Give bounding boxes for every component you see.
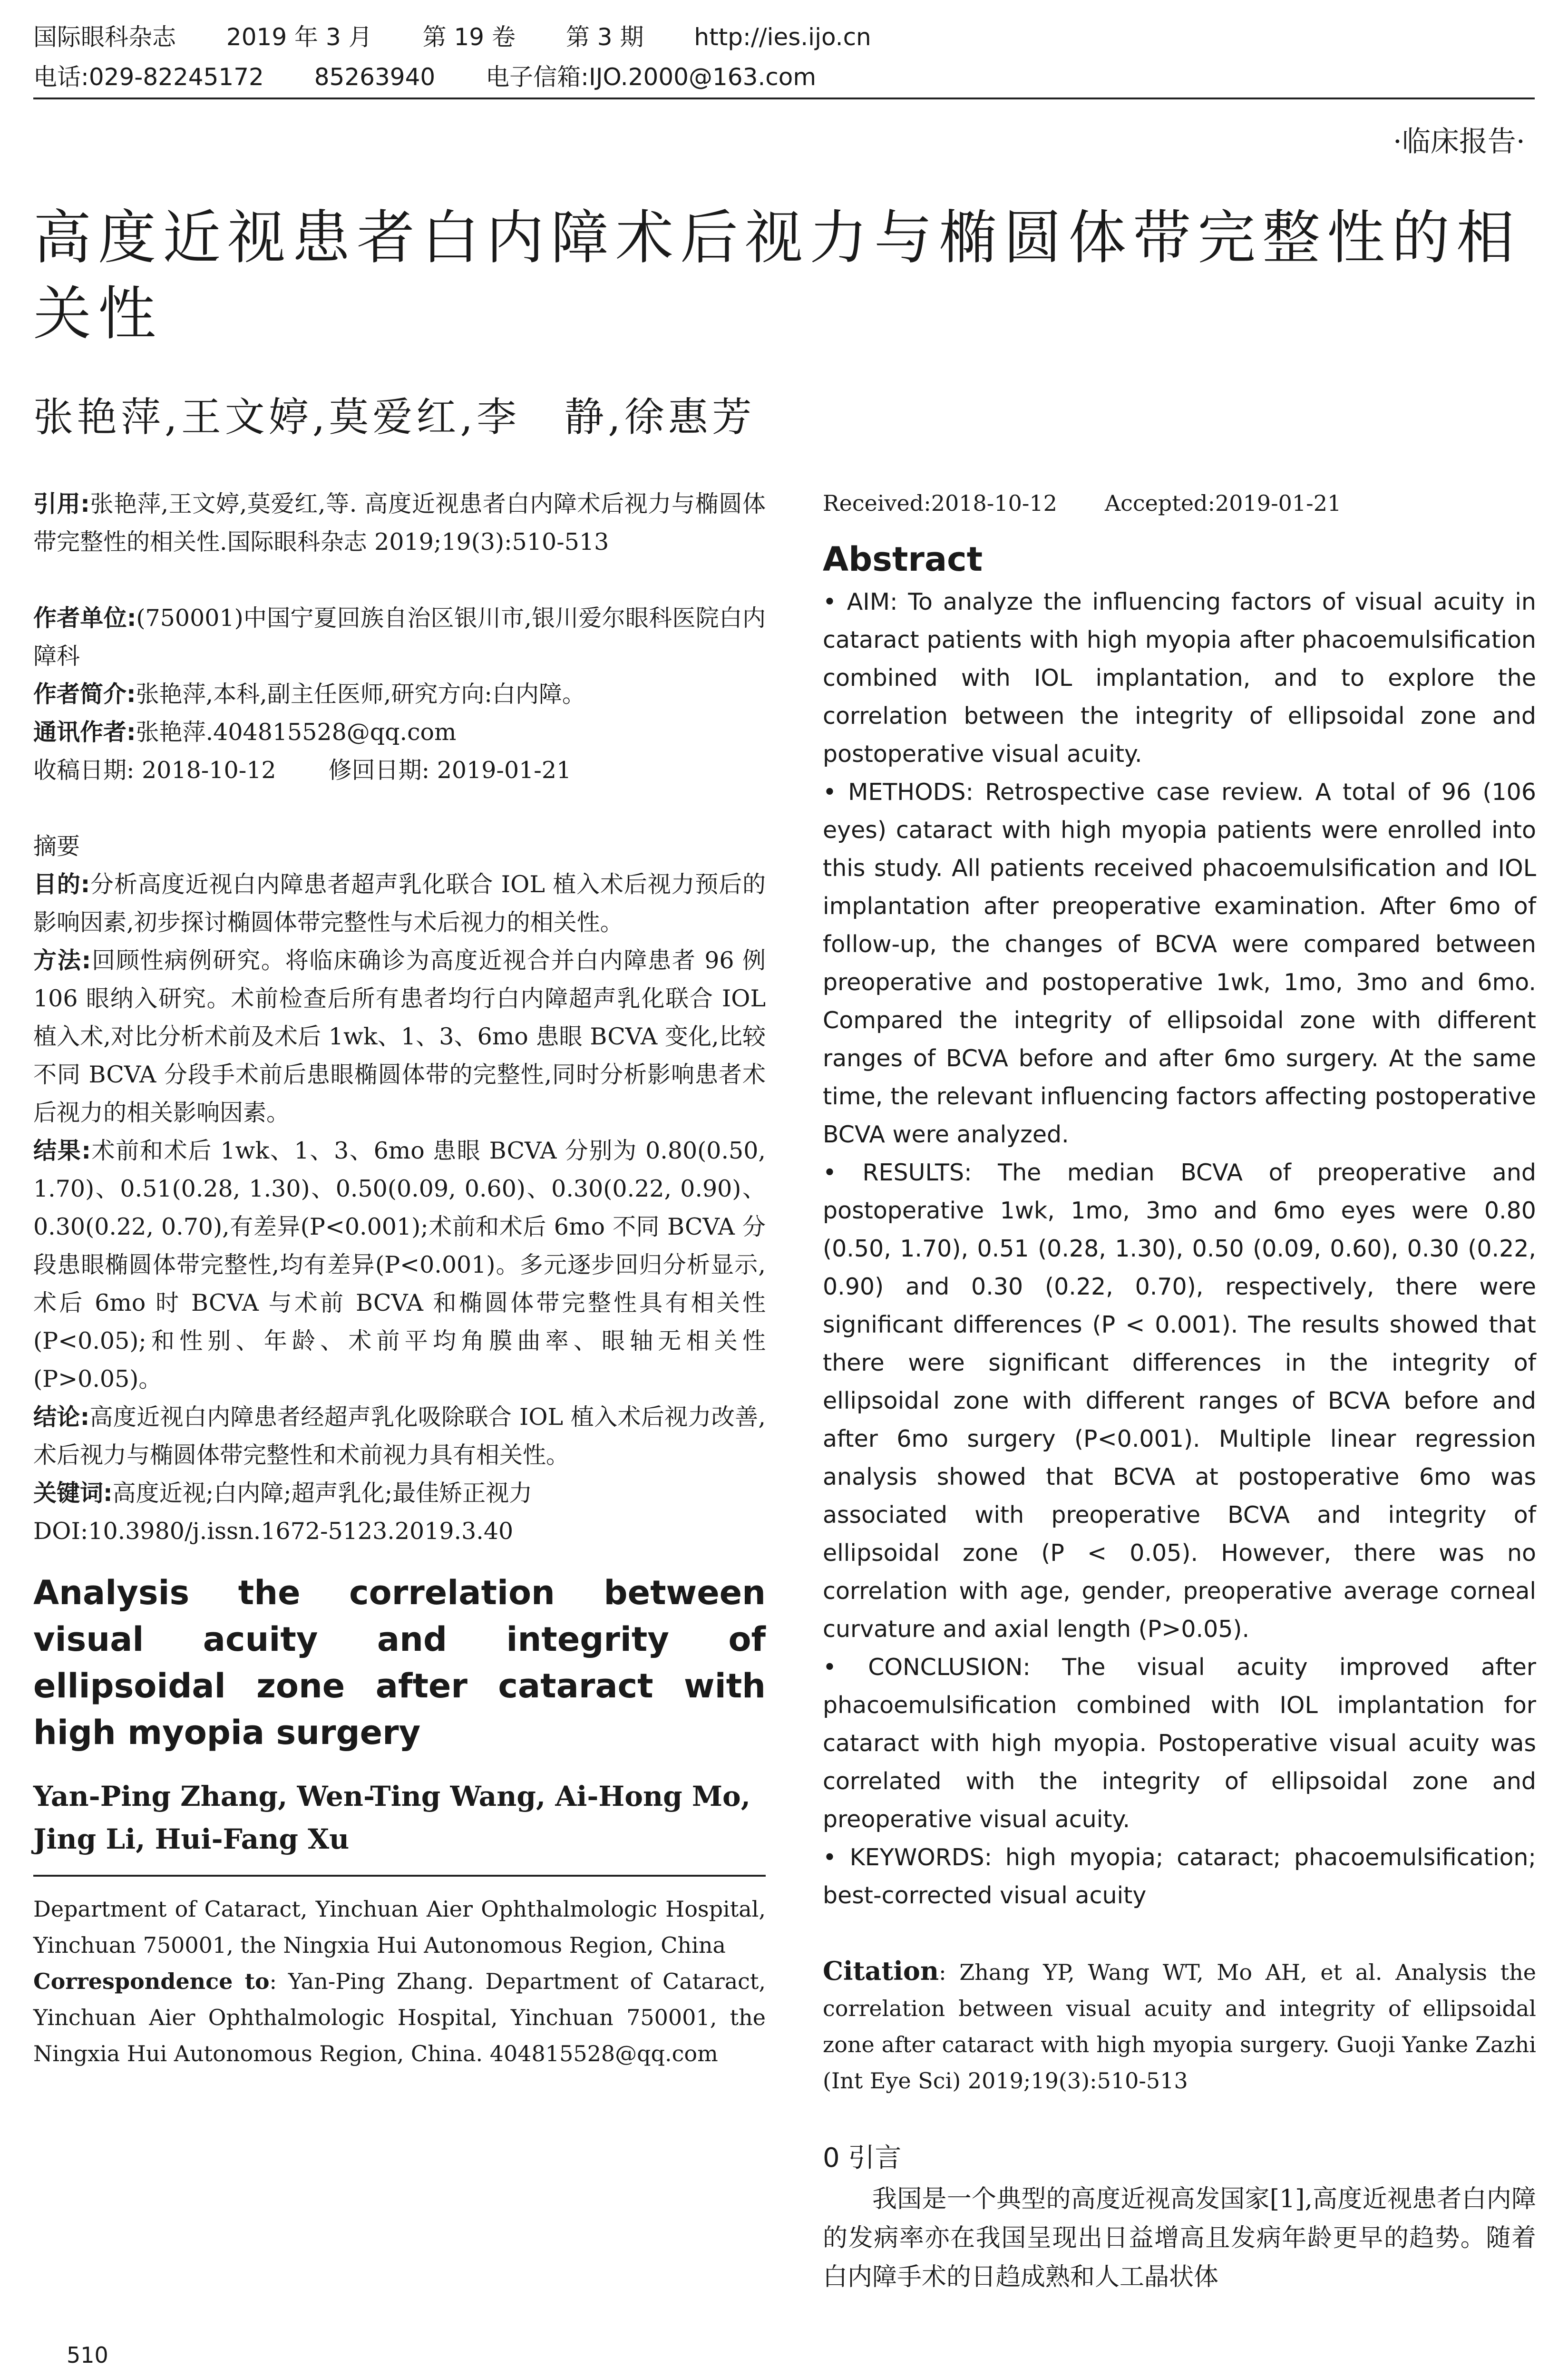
affiliation-cn (33, 599, 766, 675)
revised-cn: 修回日期: 2019-01-21 (328, 757, 572, 784)
english-authors: Yan-Ping Zhang, Wen-Ting Wang, Ai-Hong Mo, Jing Li, Hui-Fang Xu (33, 1780, 750, 1855)
accepted-en: Accepted:2019-01-21 (1104, 490, 1342, 516)
aim-label: 目的: (33, 871, 90, 898)
article-title: 高度近视患者白内障术后视力与椭圆体带完整性的相关性 (33, 204, 1521, 348)
english-title: Analysis the correlation between visual acuity and integrity of ellipsoidal zone after cataract with high myopia surgery (33, 1573, 766, 1752)
right-column (823, 485, 1536, 2297)
issue-number: 第 3 期 (565, 23, 644, 51)
dates-cn (33, 751, 766, 789)
abstract-aim: • AIM: To analyze the influencing factors of visual acuity in cataract patients with high myopia after phacoemulsification combined with IOL implantation, and to explore the correlation between the integrity of ellipsoidal zone and postoperative visual acuity. (823, 588, 1536, 768)
abstract-keywords: • KEYWORDS: high myopia; cataract; phacoemulsification; best-corrected visual acuity (823, 1844, 1536, 1909)
journal-header-line1 (33, 18, 914, 52)
conclusion-text: 高度近视白内障患者经超声乳化吸除联合 IOL 植入术后视力改善,术后视力与椭圆体带完整性和术前视力具有相关性。 (33, 1403, 766, 1469)
keywords-text: 高度近视;白内障;超声乳化;最佳矫正视力 (112, 1480, 533, 1507)
affiliation-text: (750001)中国宁夏回族自治区银川市,银川爱尔眼科医院白内障科 (33, 604, 766, 670)
citation-en (823, 1953, 1536, 2099)
corresponding-author (33, 713, 766, 751)
header-rule (33, 97, 1535, 99)
corresponding-text: 张艳萍.404815528@qq.com (136, 719, 457, 746)
email[interactable]: 电子信箱:IJO.2000@163.com (486, 63, 817, 91)
authors: 张艳萍,王文婷,莫爱红,李 静,徐惠芳 (33, 394, 756, 440)
results-text: 术前和术后 1wk、1、3、6mo 患眼 BCVA 分别为 0.80(0.50, 1.70)、0.51(0.28, 1.30)、0.50(0.09, 0.60)、0.30(0.22, 0.90)、0.30(0.22, 0.70),有差异(P<0.001);术前和术后 6mo 不同 BCVA 分段患眼椭圆体带完整性,均有差异(P<0.001)。多元逐步回归分析显示,术后 6mo 时 BCVA 与术前 BCVA 和椭圆体带完整性具有相关性(P<0.05);和性别、年龄、术前平均角膜曲率、眼轴无相关性(P>0.05)。 (33, 1137, 766, 1393)
affiliation-label: 作者单位: (33, 604, 136, 632)
journal-url[interactable]: http://ies.ijo.cn (694, 23, 871, 51)
abstract-results: • RESULTS: The median BCVA of preoperative and postoperative 1wk, 1mo, 3mo and 6mo eyes were 0.80 (0.50, 1.70), 0.51 (0.28, 1.30), 0.50 (0.09, 0.60), 0.30 (0.22, 0.90) and 0.30 (0.22, 0.70), respectively, there were significant differences (P < 0.001). The results showed that there were significant differences in the integrity of ellipsoidal zone with different ranges of BCVA before and after 6mo surgery (P<0.001). Multiple linear regression analysis showed that BCVA at postoperative 6mo was associated with preoperative BCVA and integrity of ellipsoidal zone (P < 0.05). However, there was no correlation with age, gender, preoperative average corneal curvature and axial length (P>0.05). (823, 1159, 1536, 1643)
intro-paragraph: 我国是一个典型的高度近视高发国家[1],高度近视患者白内障的发病率亦在我国呈现出日益增高且发病年龄更早的趋势。随着白内障手术的日趋成熟和人工晶状体 (823, 2185, 1536, 2291)
abstract-conclusion: • CONCLUSION: The visual acuity improved after phacoemulsification combined with IOL implantation for cataract with high myopia. Postoperative visual acuity was correlated with the integrity of ellipsoidal zone and preoperative visual acuity. (823, 1654, 1536, 1833)
aim-text: 分析高度近视白内障患者超声乳化联合 IOL 植入术后视力预后的影响因素,初步探讨椭圆体带完整性与术后视力的相关性。 (33, 871, 766, 936)
received-accepted (823, 485, 1536, 521)
methods-cn (33, 942, 766, 1132)
issue-date: 2019 年 3 月 (226, 23, 372, 51)
english-affiliation: Department of Cataract, Yinchuan Aier Ophthalmologic Hospital, Yinchuan 750001, the Ningxia Hui Autonomous Region, China (33, 1896, 766, 1958)
section-tag: ·临床报告· (1393, 125, 1525, 158)
correspondence-text: : Yan-Ping Zhang. Department of Cataract, Yinchuan Aier Ophthalmologic Hospital, Yinchuan 750001, the Ningxia Hui Autonomous Region, China. 404815528@qq.com (33, 1968, 766, 2066)
author-rule (33, 1875, 766, 1877)
methods-text: 回顾性病例研究。将临床确诊为高度近视合并白内障患者 96 例 106 眼纳入研究。术前检查后所有患者均行白内障超声乳化联合 IOL 植入术,对比分析术前及术后 1wk、1、3、6mo 患眼 BCVA 变化,比较不同 BCVA 分段手术前后患眼椭圆体带的完整性,同时分析影响患者术后视力的相关影响因素。 (33, 947, 766, 1126)
conclusion-label: 结论: (33, 1403, 90, 1431)
doi[interactable]: DOI:10.3980/j.issn.1672-5123.2019.3.40 (33, 1518, 514, 1545)
methods-label: 方法: (33, 947, 91, 974)
keywords-label: 关键词: (33, 1480, 113, 1507)
page-number: 510 (67, 2342, 108, 2368)
abstract-methods: • METHODS: Retrospective case review. A total of 96 (106 eyes) cataract with high myopia patients were enrolled into this study. All patients received phacoemulsification and IOL implantation after preoperative examination. After 6mo of follow-up, the changes of BCVA were compared between preoperative and postoperative 1wk, 1mo, 3mo and 6mo. Compared the integrity of ellipsoidal zone with different ranges of BCVA before and after 6mo surgery. At the same time, the relevant influencing factors affecting postoperative BCVA were analyzed. (823, 779, 1536, 1148)
english-correspondence (33, 1963, 766, 2072)
abstract-heading: Abstract (823, 540, 983, 579)
citation-en-text: : Zhang YP, Wang WT, Mo AH, et al. Analysis the correlation between visual acuity and integrity of ellipsoidal zone after cataract with high myopia surgery. Guoji Yanke Zazhi (Int Eye Sci) 2019;19(3):510-513 (823, 1959, 1536, 2094)
volume: 第 19 卷 (422, 23, 516, 51)
journal-header-line2 (33, 58, 859, 92)
citation-en-label: Citation (823, 1956, 939, 1986)
results-label: 结果: (33, 1137, 91, 1164)
citation-cn (33, 485, 766, 561)
intro-heading: 0 引言 (823, 2143, 902, 2173)
correspondence-label: Correspondence to (33, 1968, 270, 1994)
bio-text: 张艳萍,本科,副主任医师,研究方向:白内障。 (136, 681, 585, 708)
bio-label: 作者简介: (33, 681, 136, 708)
keywords-cn (33, 1474, 766, 1512)
conclusion-cn (33, 1398, 766, 1474)
received-en: Received:2018-10-12 (823, 490, 1057, 516)
citation-label: 引用: (33, 490, 90, 517)
citation-text: 张艳萍,王文婷,莫爱红,等. 高度近视患者白内障术后视力与椭圆体带完整性的相关性.国际眼科杂志 2019;19(3):510-513 (33, 490, 766, 555)
corresponding-label: 通讯作者: (33, 719, 136, 746)
abstract-cn-heading: 摘要 (33, 833, 80, 860)
left-column (33, 485, 766, 2072)
author-bio (33, 675, 766, 713)
phone: 电话:029-82245172 (33, 63, 264, 91)
received-cn: 收稿日期: 2018-10-12 (33, 757, 276, 784)
aim-cn (33, 866, 766, 942)
phone-2: 85263940 (314, 63, 436, 91)
journal-name: 国际眼科杂志 (33, 23, 176, 51)
results-cn (33, 1132, 766, 1398)
